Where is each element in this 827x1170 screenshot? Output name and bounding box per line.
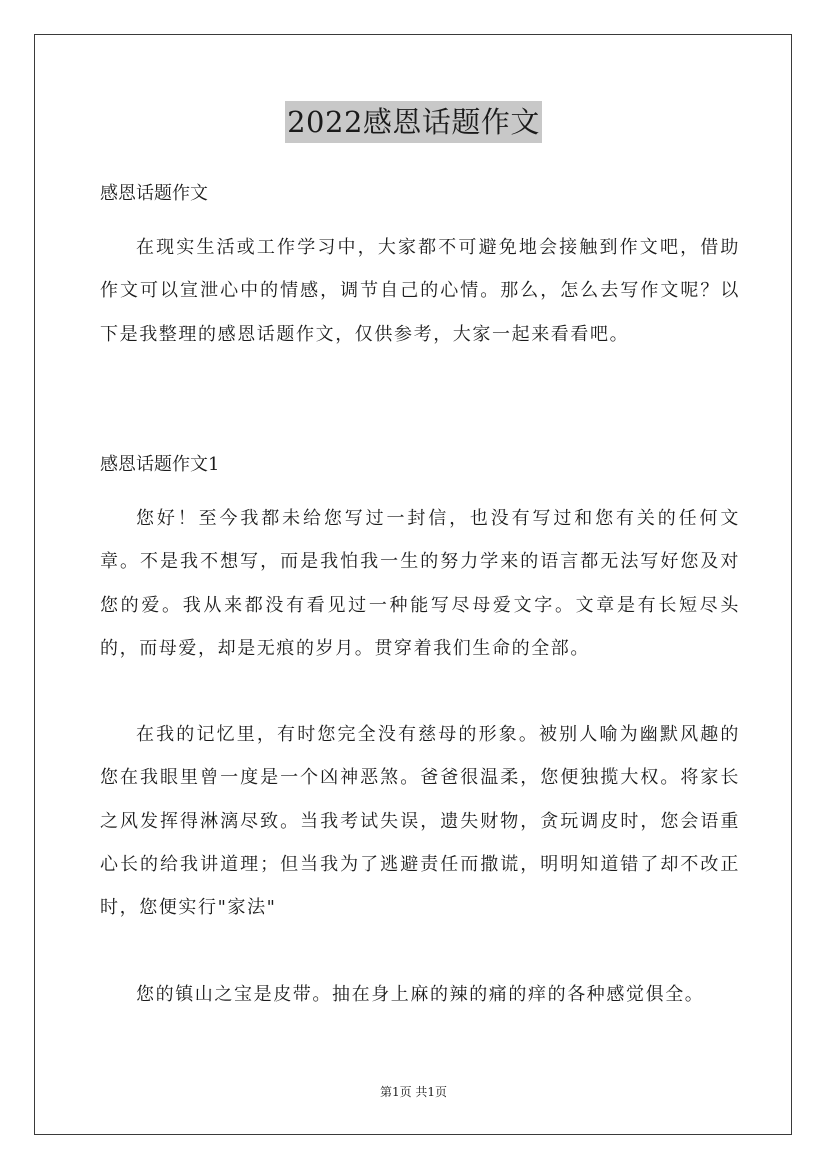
body-paragraph-3: 您的镇山之宝是皮带。抽在身上麻的辣的痛的痒的各种感觉俱全。 [136,984,705,1005]
body-paragraph-2: 在我的记忆里，有时您完全没有慈母的形象。被别人喻为幽默风趣的您在我眼里曾一度是一个凶神恶煞。爸爸很温柔，您便独揽大权。将家长之风发挥得淋漓尽致。当我考试失误，遗失财物，贪玩调皮时，您会语重心长的给我讲道理；但当我为了逃避责任而撒谎，明明知道错了却不改正时，您便实行"家法" [100,724,740,919]
document-title: 2022感恩话题作文 [285,101,542,143]
page-footer: 第1页 共1页 [379,1085,448,1099]
title-container [0,101,827,143]
intro-paragraph: 在现实生活或工作学习中，大家都不可避免地会接触到作文吧，借助作文可以宣泄心中的情感，调节自己的心情。那么，怎么去写作文呢？以下是我整理的感恩话题作文，仅供参考，大家一起来看看吧。 [100,237,740,345]
body-paragraph-1: 您好！至今我都未给您写过一封信，也没有写过和您有关的任何文章。不是我不想写，而是我怕我一生的努力学来的语言都无法写好您及对您的爱。我从来都没有看见过一种能写尽母爱文字。文章是有长短尽头的，而母爱，却是无痕的岁月。贯穿着我们生命的全部。 [100,508,740,659]
section-heading: 感恩话题作文1 [100,454,220,475]
subtitle: 感恩话题作文 [100,183,208,204]
